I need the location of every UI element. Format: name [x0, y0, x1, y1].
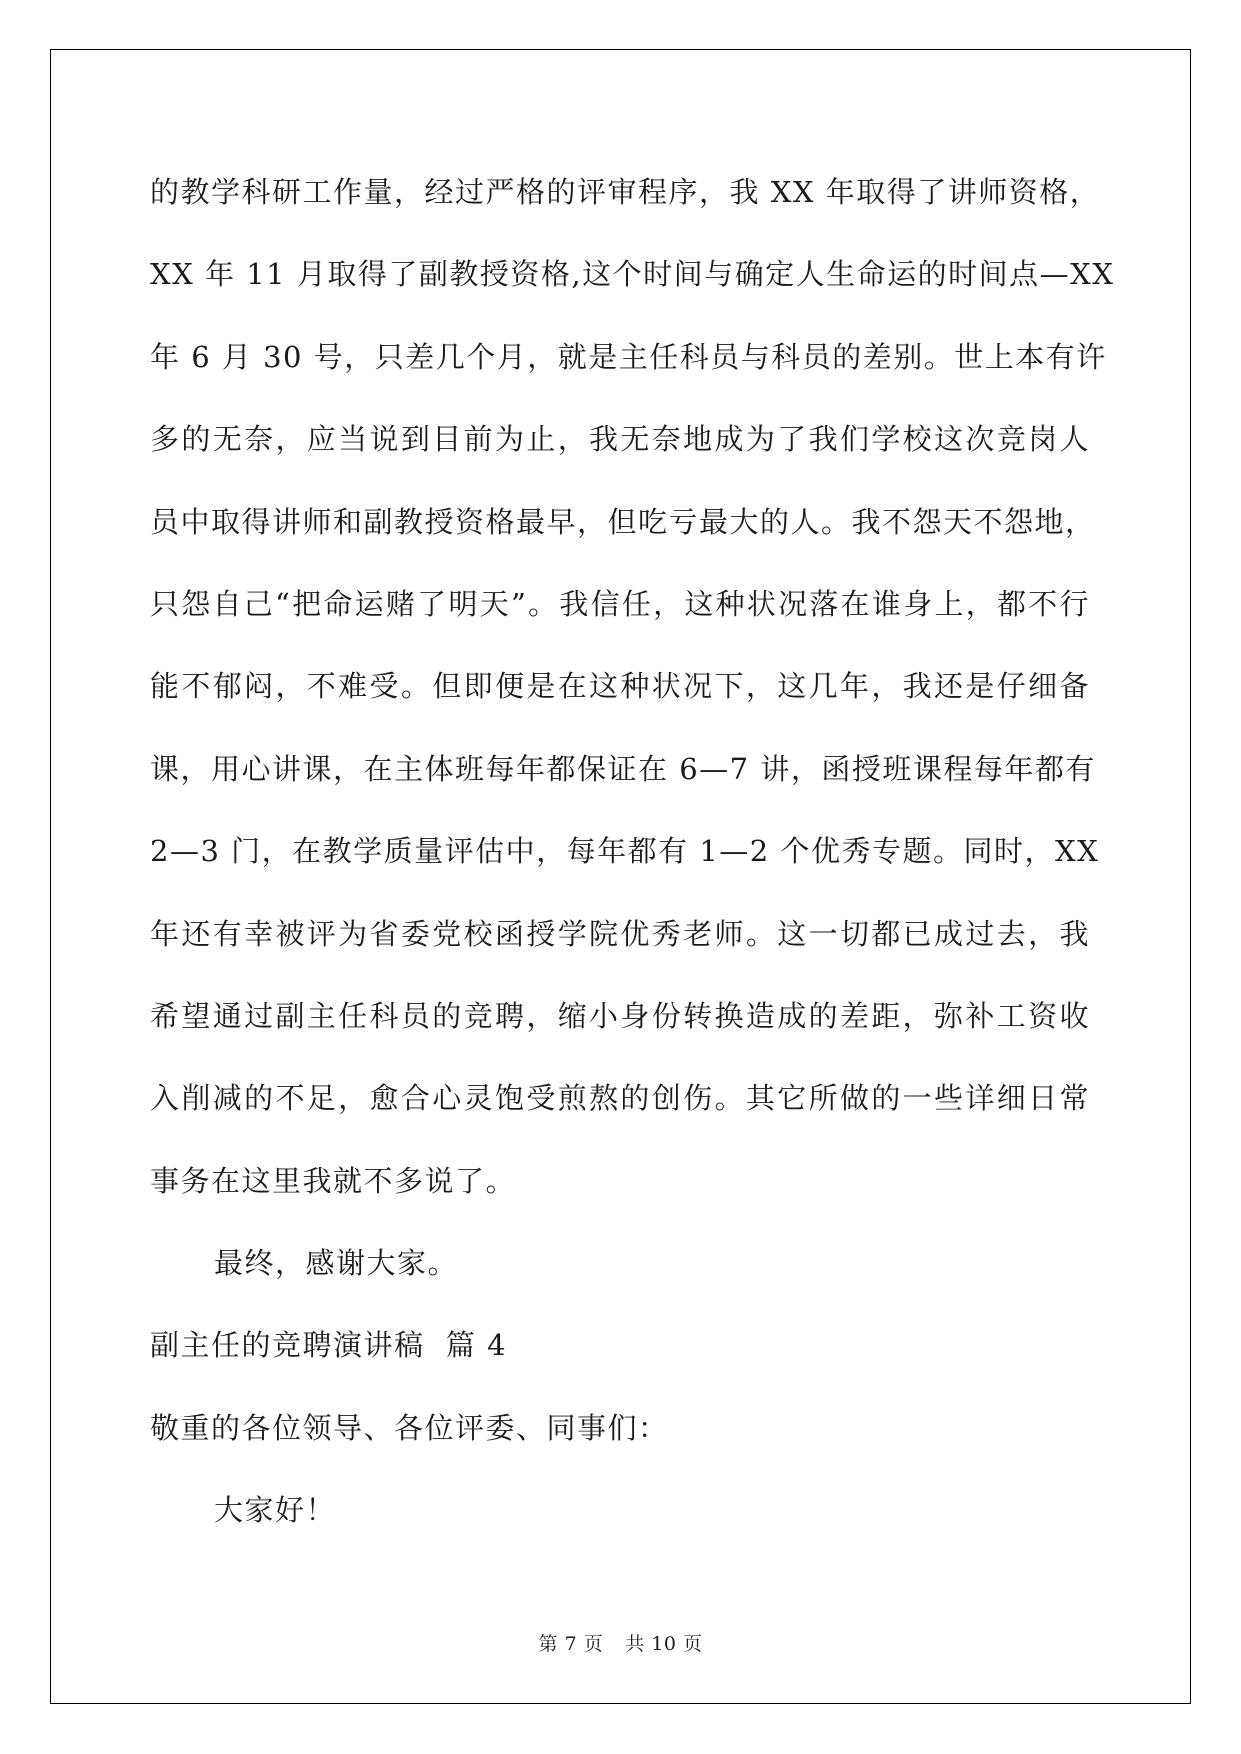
paragraph-line: XX 年 11 月取得了副教授资格,这个时间与确定人生命运的时间点—XX [150, 257, 1115, 292]
salutation: 敬重的各位领导、各位评委、同事们： [150, 1410, 669, 1445]
paragraph-line: 希望通过副主任科员的竞聘，缩小身份转换造成的差距，弥补工资收 [150, 998, 1090, 1033]
paragraph-line: 员中取得讲师和副教授资格最早，但吃亏最大的人。我不怨天不怨地， [150, 504, 1096, 539]
paragraph-line: 2—3 门，在教学质量评估中，每年都有 1—2 个优秀专题。同时，XX [150, 834, 1100, 869]
paragraph-line: 年 6 月 30 号，只差几个月，就是主任科员与科员的差别。世上本有许 [150, 339, 1107, 374]
page-footer [0, 1629, 1241, 1656]
page-number-current: 第 7 页 [538, 1633, 604, 1655]
paragraph-line: 的教学科研工作量，经过严格的评审程序，我 XX 年取得了讲师资格， [150, 175, 1101, 209]
paragraph-line: 多的无奈，应当说到目前为止，我无奈地成为了我们学校这次竞岗人 [150, 422, 1090, 457]
paragraph-line: 课，用心讲课，在主体班每年都保证在 6—7 讲，函授班课程每年都有 [150, 751, 1096, 786]
paragraph-line: 能不郁闷，不难受。但即便是在这种状况下，这几年，我还是仔细备 [150, 669, 1090, 704]
paragraph-line: 只怨自己“把命运赌了明天”。我信任，这种状况落在谁身上，都不行 [150, 586, 1090, 621]
paragraph-line: 事务在这里我就不多说了。 [150, 1163, 517, 1198]
paragraph-line: 年还有幸被评为省委党校函授学院优秀老师。这一切都已成过去，我 [150, 916, 1090, 951]
document-body [150, 151, 1115, 1552]
closing-line: 最终，感谢大家。 [214, 1246, 459, 1281]
paragraph-line: 入削减的不足，愈合心灵饱受煎熬的创伤。其它所做的一些详细日常 [150, 1081, 1090, 1116]
section-title: 副主任的竞聘演讲稿 篇 4 [150, 1328, 508, 1363]
greeting: 大家好！ [214, 1493, 337, 1528]
page-number-total: 共 10 页 [625, 1633, 703, 1655]
